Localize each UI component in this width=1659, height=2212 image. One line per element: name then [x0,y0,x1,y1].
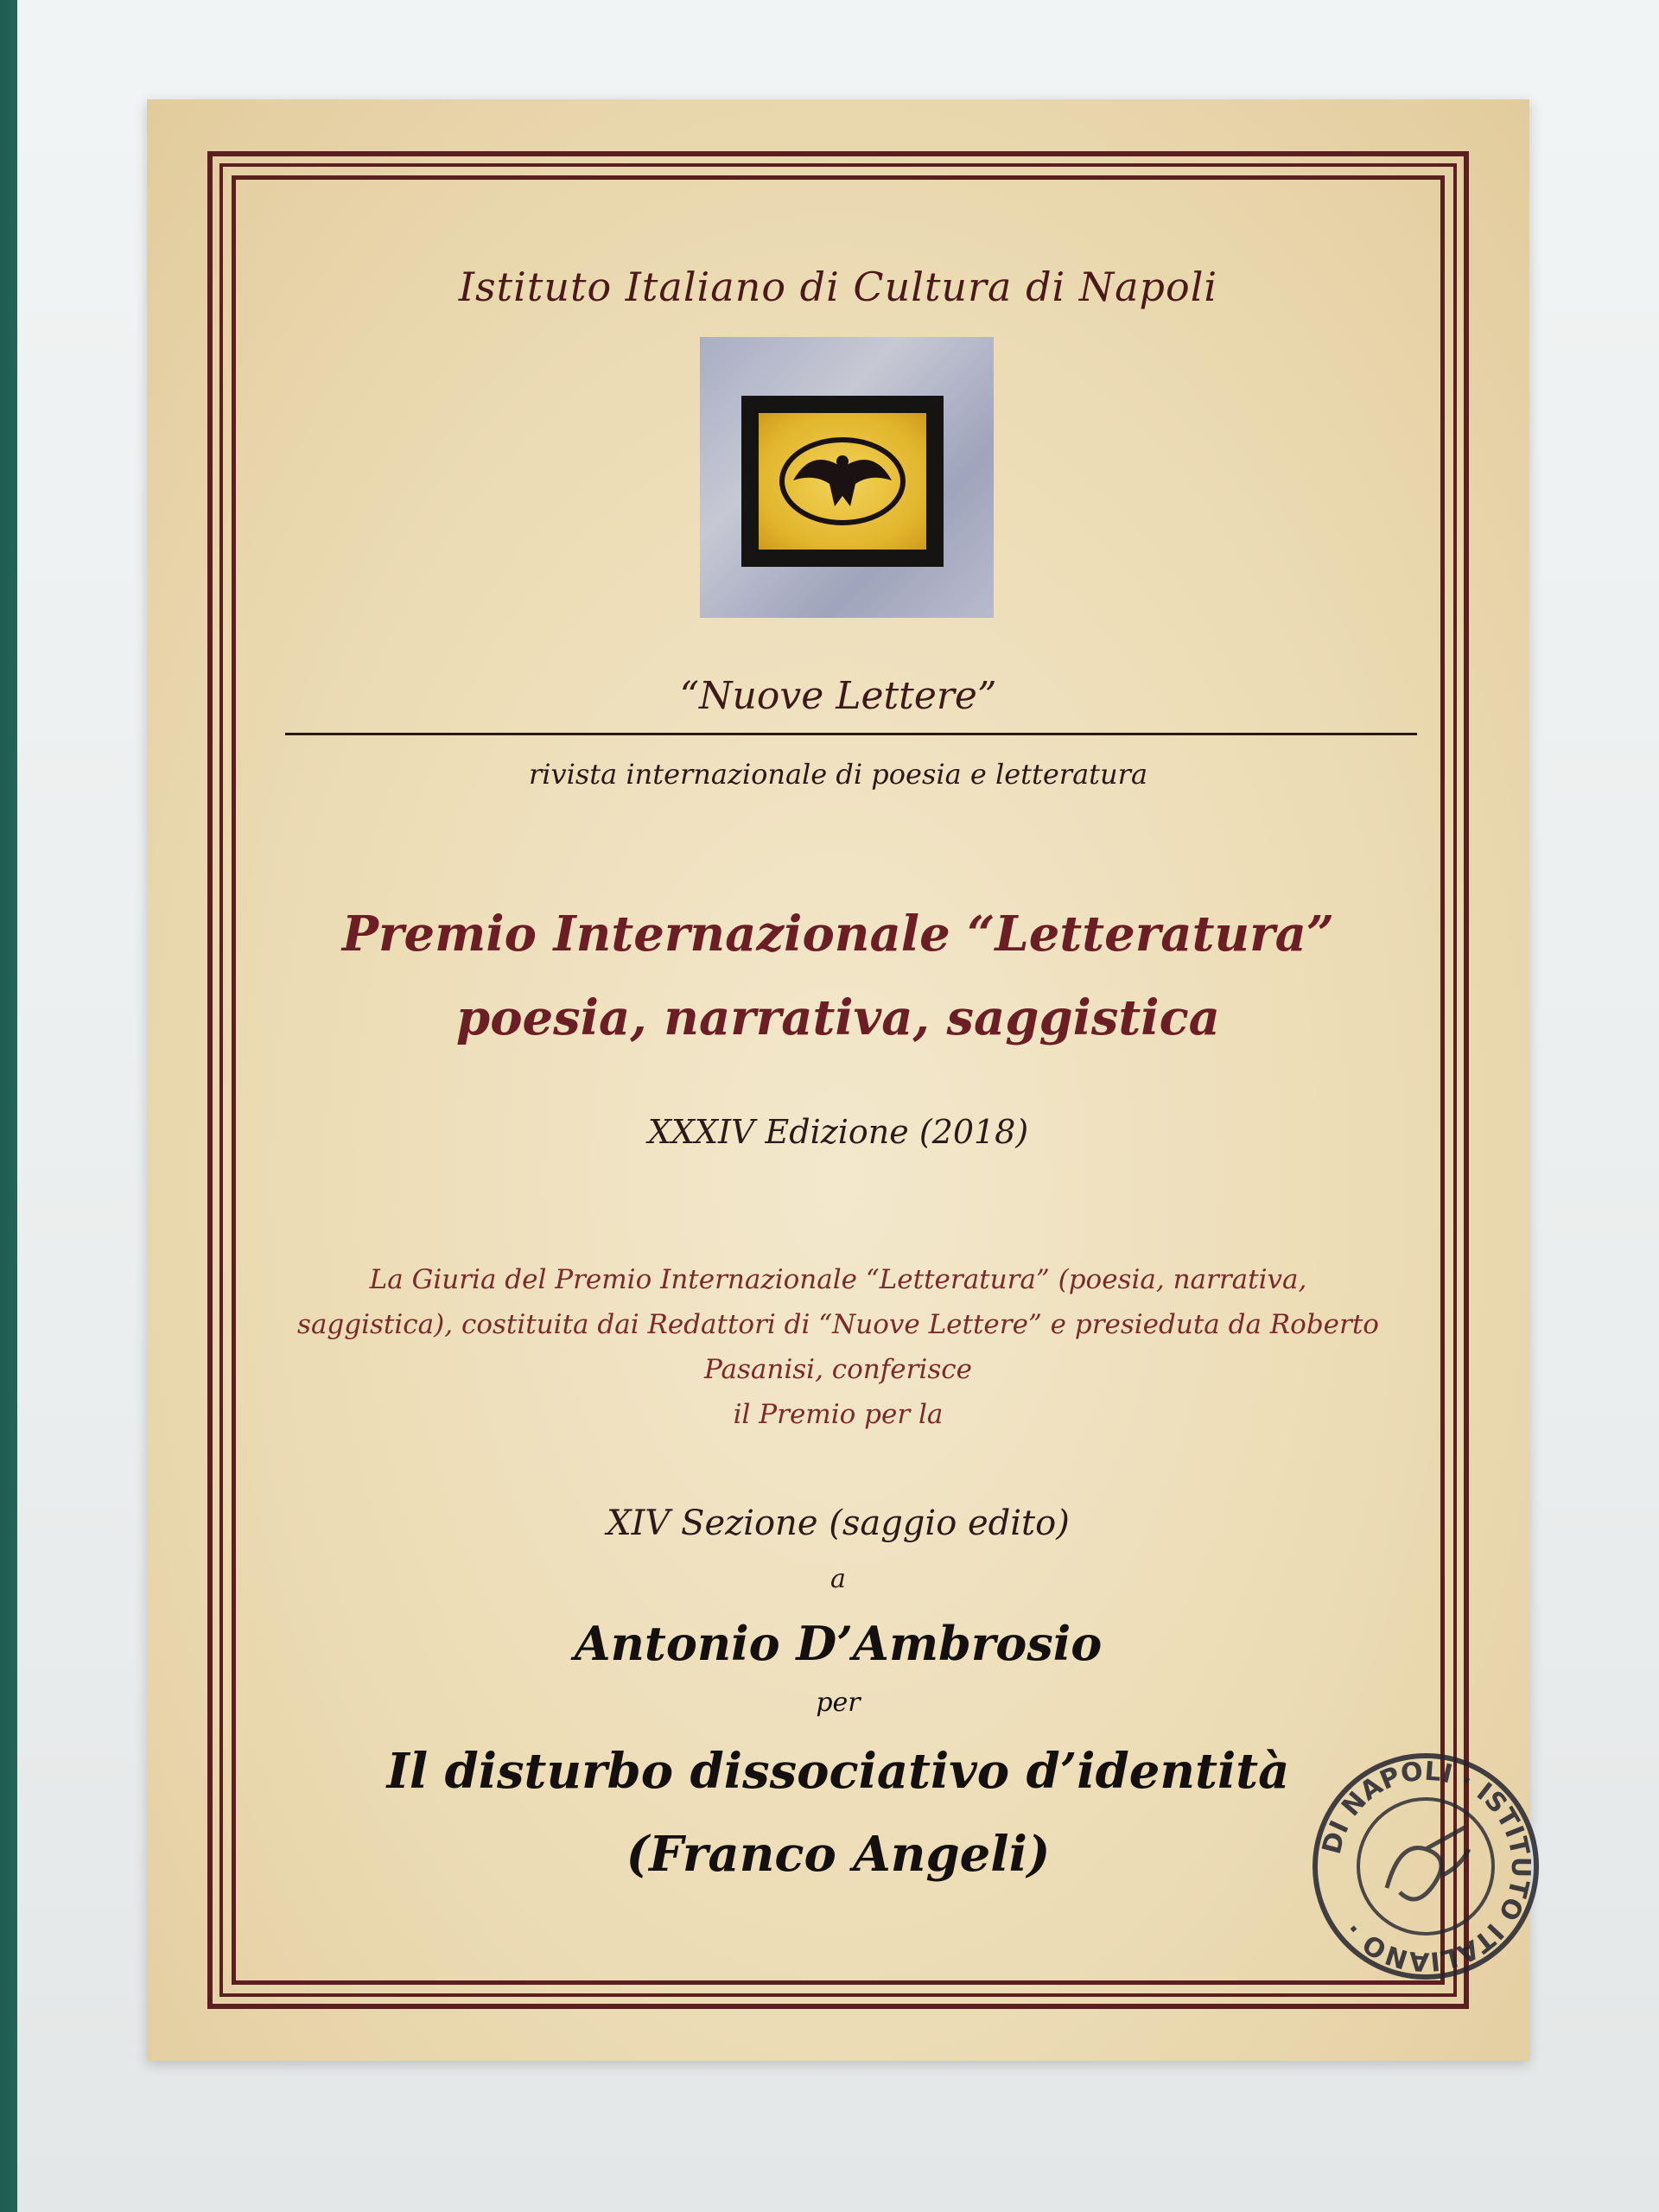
publisher: (Franco Angeli) [626,1826,1051,1883]
eagle-emblem-icon [759,413,926,550]
jury-line: Pasanisi, conferisce [704,1354,972,1385]
magazine-name: “Nuove Lettere” [679,674,997,718]
edition: XXXIV Edizione (2018) [647,1113,1029,1151]
jury-line: La Giuria del Premio Internazionale “Letteratura” (poesia, narrativa, [369,1264,1307,1295]
jury-statement [285,1257,1391,1437]
jury-line: saggistica), costituita dai Redattori di “Nuove Lettere” e presieduta da Roberto [297,1309,1379,1340]
logo [700,337,994,618]
magazine-subtitle: rivista internazionale di poesia e letteratura [528,758,1148,791]
work-title: Il disturbo dissociativo d’identità [386,1743,1290,1800]
connector-per: per [816,1688,861,1718]
connector-a: a [830,1564,846,1594]
divider [285,733,1417,735]
prize-categories: poesia, narrativa, saggistica [456,989,1220,1046]
prize-title: Premio Internazionale “Letteratura” [341,906,1335,963]
award-section: XIV Sezione (saggio edito) [607,1503,1070,1543]
jury-line: il Premio per la [733,1399,944,1430]
logo-frame [741,396,944,567]
certificate [147,99,1536,2061]
ink-stamp-icon [1305,1745,1547,1987]
stamp-text: DI NAPOLI · ISTITUTO ITALIANO · [1316,1756,1536,1977]
institute-name: Istituto Italiano di Cultura di Napoli [458,264,1218,310]
svg-text:DI NAPOLI · ISTITUTO ITALIANO [1317,1756,1535,1976]
winner-name: Antonio D’Ambrosio [574,1616,1103,1671]
